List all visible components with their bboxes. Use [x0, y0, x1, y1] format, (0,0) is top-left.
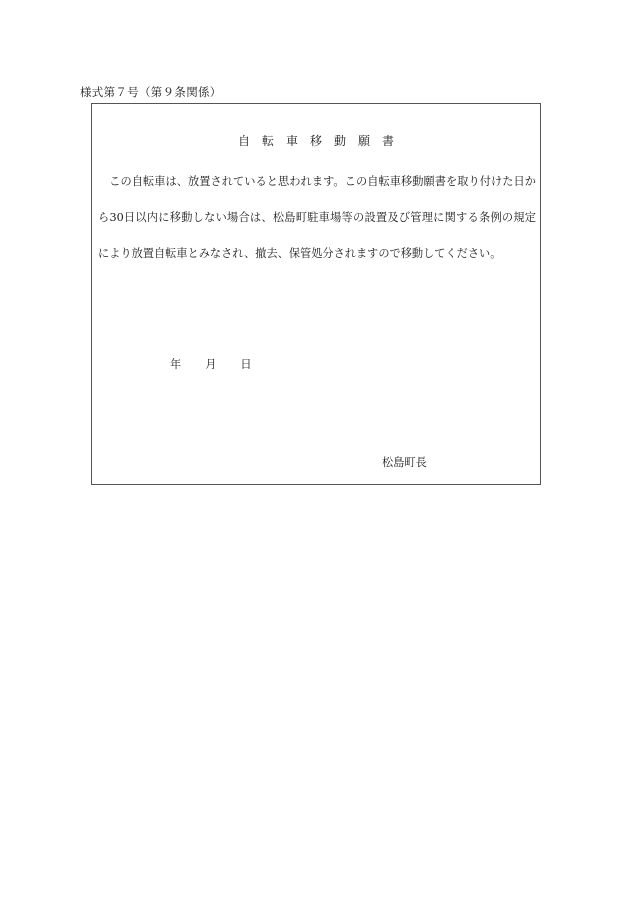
form-number: 様式第７号（第９条関係） [80, 85, 222, 99]
day-label: 日 [240, 358, 252, 371]
body-text: この自転車は、放置されていると思われます。この自転車移動願書を取り付けた日から30日以内に移動しない場合は、松島町駐車場等の設置及び管理に関する条例の規定により放置自転車とみなされ、撤去、保管処分されますので移動してください。 [98, 175, 536, 260]
date-line [170, 356, 252, 372]
document-title: 自転車移動願書 [237, 134, 406, 148]
year-label: 年 [170, 358, 182, 371]
month-label: 月 [205, 358, 217, 371]
form-frame [91, 103, 541, 485]
signatory: 松島町長 [382, 456, 427, 469]
